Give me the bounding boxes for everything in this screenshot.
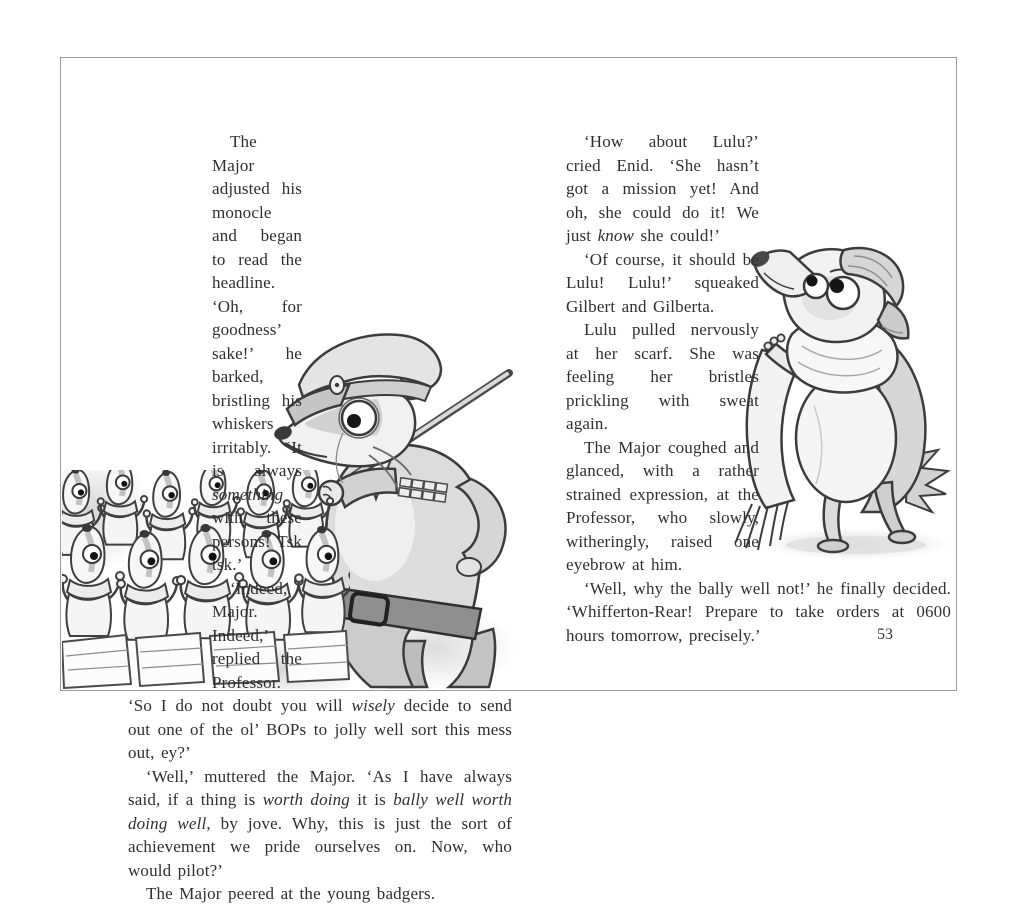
story-paragraph xyxy=(128,765,512,883)
body-text: it is xyxy=(349,790,394,809)
emphasized-text: bally well worth doing well xyxy=(128,790,512,833)
body-text: with these persons! Tsk tsk.’ xyxy=(212,508,302,574)
body-text: ‘Well,’ muttered the Major. ‘As I have always said, if a thing is xyxy=(128,766,512,809)
story-paragraph xyxy=(566,130,951,248)
book-spread xyxy=(60,57,957,903)
body-text: , by jove. Why, this is just the sort of achievement we pride ourselves on. Now, who would pilot?’ xyxy=(128,813,512,880)
body-text: she could!’ xyxy=(634,226,721,245)
page-number: 53 xyxy=(877,626,893,643)
lulu-illustration-text-wrap-spacer xyxy=(759,247,951,553)
emphasized-text: wisely xyxy=(351,696,395,715)
major-illustration-text-wrap-spacer xyxy=(302,330,512,680)
body-text: The Major adjusted his monocle and began to read the headline. ‘Oh, for goodness’ sake!’ he barked, bristling his whiskers irritably. ‘It is always xyxy=(212,132,302,480)
body-text: Lulu pulled nervously at her scarf. She was feeling her bristles prickling with sweat again. xyxy=(566,320,759,433)
body-text: decide to send out one of the ol’ BOPs to jolly well sort this mess out, ey?’ xyxy=(128,696,512,762)
body-text: The Major coughed and glanced, with a rather strained expression, at the Professor, who slowly, witheringly, raised one eyebrow at him. xyxy=(566,437,759,574)
body-text: The Major peered at the young badgers. xyxy=(146,884,436,903)
body-text: ‘Of course, it should be Lulu! Lulu!’ squeaked Gilbert and Gilberta. xyxy=(566,249,759,316)
left-page-text xyxy=(128,130,512,906)
emphasized-text: something xyxy=(212,484,284,504)
emphasized-text: worth doing xyxy=(262,790,350,809)
body-text: ‘How about Lulu?’ cried Enid. ‘She hasn’t got a mission yet! And oh, she could do it! We just xyxy=(566,132,759,245)
right-page-text xyxy=(566,130,951,647)
body-text: ‘Indeed, Major. Indeed,’ replied the Professor. ‘So I do not doubt you will xyxy=(128,578,352,715)
story-paragraph xyxy=(128,882,512,906)
body-text: ‘Well, why the bally well not!’ he finally decided. ‘Whifferton-Rear! Prepare to take orders at 0600 hours tomorrow, precisely.’ xyxy=(566,578,951,645)
crowd-illustration-text-wrap-spacer xyxy=(128,504,206,674)
emphasized-text: know xyxy=(597,226,635,245)
